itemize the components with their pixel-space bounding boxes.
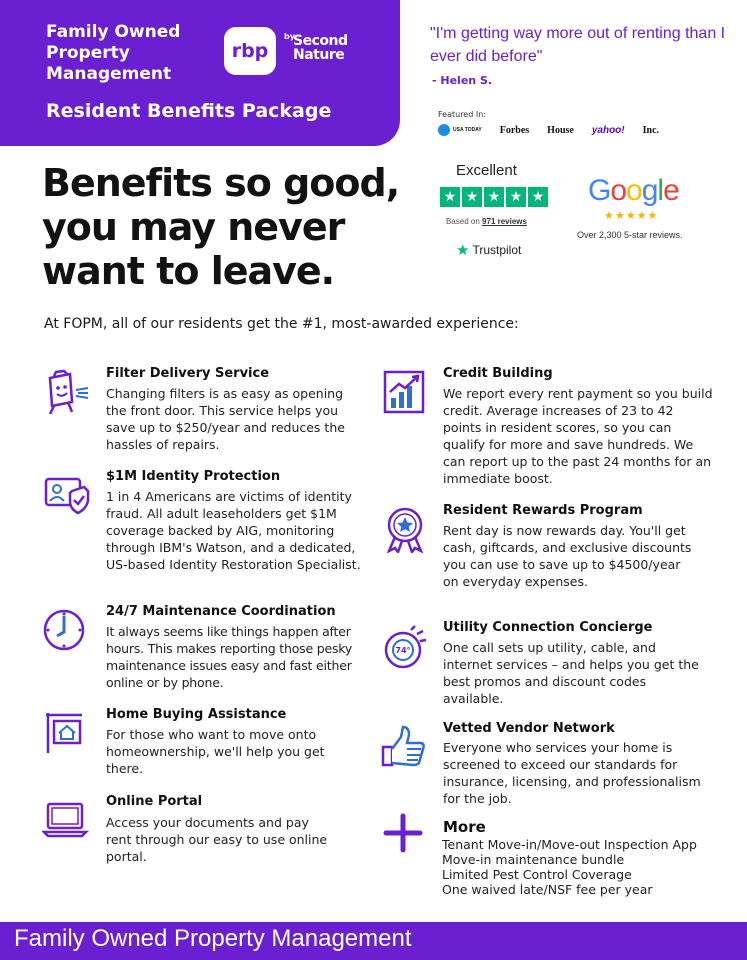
star-icon: ★: [440, 187, 460, 207]
inc-logo: Inc.: [642, 124, 660, 136]
house-sign-icon: [42, 709, 90, 757]
id-shield-icon: [42, 471, 90, 519]
trustpilot-brand: Trustpilot: [472, 243, 522, 257]
clock-icon: [42, 606, 90, 654]
benefit-desc: One call sets up utility, cable, and internet services – and helps you get the best promos and discount codes available.: [443, 640, 699, 706]
google-logo: Google: [588, 174, 679, 207]
house-logo: House: [547, 124, 574, 136]
more-list: [442, 837, 742, 897]
benefit-desc: Access your documents and pay rent through our easy to use online portal.: [106, 815, 328, 864]
package-title: Resident Benefits Package: [46, 100, 332, 122]
header-band: [0, 0, 400, 146]
star-badge-icon: [381, 505, 429, 553]
benefit-title: More: [443, 818, 486, 836]
benefit-title: Filter Delivery Service: [106, 366, 270, 381]
trustpilot-logo: [456, 241, 521, 259]
benefit-desc: 1 in 4 Americans are victims of identity fraud. All adult leaseholders get $1M coverage backed by AIG, monitoring through IBM's Watson, and a dedicated, US-based Identity Restoration Specialist.: [106, 489, 361, 572]
trustpilot-based-prefix: Based on: [446, 217, 480, 226]
laptop-icon: [42, 796, 90, 844]
company-name: Family Owned Property Management: [46, 22, 181, 84]
headline: Benefits so good, you may never want to leave.: [42, 161, 400, 293]
star-icon: ★: [506, 187, 526, 207]
trustpilot-stars: [440, 187, 548, 207]
benefit-desc: Everyone who services your home is screened to exceed our standards for insurance, licensing, and professionalism for the job.: [443, 740, 701, 806]
benefit-title: Vetted Vendor Network: [443, 721, 615, 736]
partner-by: by: [284, 32, 295, 41]
sun-dial-icon: [381, 622, 429, 670]
trustpilot-heading: Excellent: [456, 162, 517, 179]
forbes-logo: Forbes: [499, 124, 530, 136]
benefit-title: Resident Rewards Program: [443, 503, 643, 518]
thumbs-up-icon: [381, 723, 429, 771]
list-item: Tenant Move-in/Move-out Inspection App: [442, 837, 697, 852]
featured-label: Featured In:: [438, 110, 486, 119]
usa-today-text: USA TODAY: [453, 126, 482, 133]
testimonial-author: - Helen S.: [432, 74, 493, 87]
rbp-logo: rbp: [224, 27, 276, 75]
star-icon: ★: [462, 187, 482, 207]
filter-box-icon: [42, 368, 90, 416]
usa-today-dot-icon: [438, 124, 450, 136]
list-item: Move-in maintenance bundle: [442, 852, 625, 867]
benefit-desc: It always seems like things happen after hours. This makes reporting those pesky maintenance issues easy and fast either online or by phone.: [106, 624, 353, 690]
bar-chart-icon: [381, 368, 429, 416]
list-item: Limited Pest Control Coverage: [442, 867, 632, 882]
trustpilot-review-count[interactable]: 971 reviews: [482, 217, 527, 226]
intro-text: At FOPM, all of our residents get the #1, most-awarded experience:: [44, 316, 519, 332]
benefit-desc: We report every rent payment so you build credit. Average increases of 23 to 42 points in resident scores, so you can qualify for more and save hundreds. We can report up to the past 24 months for an immediate boost.: [443, 386, 713, 486]
star-icon: ★: [528, 187, 548, 207]
list-item: One waived late/NSF fee per year: [442, 882, 653, 897]
trustpilot-star-icon: ★: [456, 242, 470, 259]
footer-text: Family Owned Property Management: [14, 925, 412, 952]
benefit-title: Home Buying Assistance: [106, 707, 287, 722]
testimonial-quote: "I'm getting way more out of renting than I ever did before": [430, 25, 726, 65]
benefit-desc: For those who want to move onto homeownership, we'll help you get there.: [106, 727, 325, 776]
benefit-desc: Changing filters is as easy as opening the front door. This service helps you save up to $250/year and reduces the hassles of repairs.: [106, 386, 345, 452]
benefit-title: 24/7 Maintenance Coordination: [106, 604, 336, 619]
benefit-title: Credit Building: [443, 366, 553, 381]
featured-logos: [438, 124, 738, 136]
plus-icon: [381, 812, 429, 860]
benefit-desc: Rent day is now rewards day. You'll get cash, giftcards, and exclusive discounts you can use to save up to $4500/year on everyday expenses.: [443, 523, 692, 589]
google-stars: ★★★★★: [604, 209, 659, 222]
google-reviews: Over 2,300 5-star reviews.: [577, 230, 683, 240]
benefit-title: $1M Identity Protection: [106, 469, 281, 484]
benefit-title: Utility Connection Concierge: [443, 620, 653, 635]
yahoo-logo: yahoo!: [591, 124, 625, 136]
partner-logo: Second Nature: [293, 33, 348, 63]
benefit-title: Online Portal: [106, 794, 203, 809]
trustpilot-based-on: [446, 217, 527, 226]
star-icon: ★: [484, 187, 504, 207]
usa-today-logo: [438, 124, 482, 136]
svg-text:74°: 74°: [395, 646, 411, 655]
